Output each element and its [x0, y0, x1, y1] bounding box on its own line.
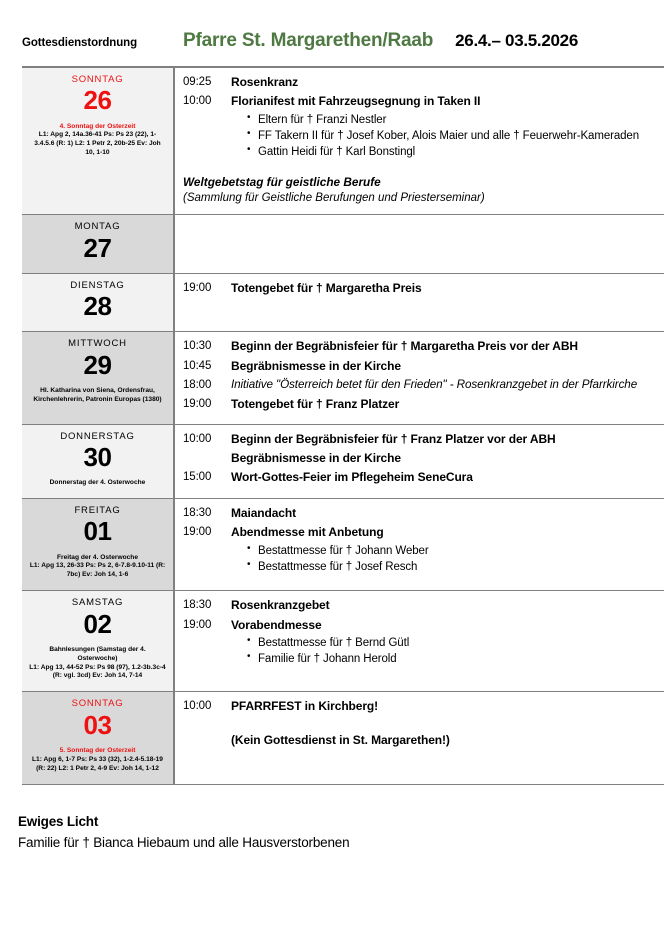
event-entry	[175, 338, 656, 355]
events-cell	[174, 591, 664, 692]
day-weekday-label: DIENSTAG	[70, 279, 125, 291]
day-number: 28	[83, 291, 112, 322]
eternal-light-title: Ewiges Licht	[18, 813, 99, 829]
event-entry	[175, 358, 656, 375]
day-feast-label: 5. Sonntag der Osterzeit	[59, 746, 136, 754]
day-number: 02	[83, 608, 112, 639]
day-weekday-label: MITTWOCH	[68, 338, 127, 350]
day-readings: L1: Apg 13, 26-33 Ps: Ps 2, 6-7.8-9.10-11 (R: 7bc) Ev: Joh 14, 1-6	[29, 562, 166, 579]
event-time: 18:30	[183, 507, 212, 520]
event-body	[231, 280, 656, 297]
event-time: 09:25	[183, 76, 212, 88]
eternal-light-text: Familie für † Bianca Hiebaum und alle Hausverstorbenen	[18, 835, 350, 851]
event-time: 19:00	[183, 618, 212, 631]
event-body	[231, 377, 656, 394]
mass-intention-item: • Familie für † Johann Herold	[247, 651, 656, 667]
service-schedule-body	[22, 67, 664, 784]
event-body	[231, 732, 656, 749]
event-body	[231, 450, 656, 467]
mass-intention-item: • Bestattmesse für † Johann Weber	[247, 543, 656, 559]
event-time: 18:00	[183, 379, 212, 392]
day-note-heading: Weltgebetstag für geistliche Berufe	[183, 174, 381, 189]
mass-intention-item: • Eltern für † Franzi Nestler	[247, 112, 656, 128]
event-time: 19:00	[183, 526, 212, 539]
day-note-subtext: (Sammlung für Geistliche Berufungen und Priesterseminar)	[183, 192, 485, 205]
event-body	[231, 617, 656, 668]
event-body	[231, 469, 656, 486]
event-body	[231, 74, 656, 91]
day-readings: L1: Apg 13, 44-52 Ps: Ps 98 (97), 1.2-3b.3c-4 (R: vgl. 3cd) Ev: Joh 14, 7-14	[29, 663, 166, 680]
event-time: 10:00	[183, 700, 212, 713]
day-row	[22, 273, 664, 332]
event-title: (Kein Gottesdienst in St. Margarethen!)	[231, 732, 450, 747]
event-entry	[175, 597, 656, 614]
event-time: 10:30	[183, 340, 212, 353]
events-cell	[174, 215, 664, 274]
mass-intention-item: • Gattin Heidi für † Karl Bonstingl	[247, 144, 656, 160]
day-row	[22, 424, 664, 498]
event-entry	[175, 74, 656, 91]
events-cell	[174, 499, 664, 591]
event-body	[231, 698, 656, 715]
header-left-label: Gottesdienstordnung	[22, 37, 138, 49]
day-cell	[22, 499, 174, 591]
event-time: 10:45	[183, 359, 212, 372]
event-time: 10:00	[183, 432, 212, 445]
day-feast-label: Bahnlesungen (Samstag der 4. Osterwoche)	[49, 645, 146, 662]
event-title: PFARRFEST in Kirchberg!	[231, 699, 379, 714]
event-entry	[175, 450, 656, 467]
events-cell	[174, 692, 664, 784]
event-body	[231, 396, 656, 413]
event-body	[231, 358, 656, 375]
day-row	[22, 692, 664, 784]
event-body	[231, 524, 656, 575]
mass-intention-list	[231, 635, 656, 668]
event-title: Abendmesse mit Anbetung	[231, 525, 384, 540]
event-entry	[175, 280, 656, 297]
footer-section	[18, 811, 664, 854]
day-row	[22, 591, 664, 692]
event-entry	[175, 732, 656, 749]
day-weekday-label: SAMSTAG	[71, 597, 124, 609]
event-title: Vorabendmesse	[231, 617, 322, 632]
event-time: 19:00	[183, 281, 212, 294]
event-time: 19:00	[183, 398, 212, 411]
day-cell	[22, 591, 174, 692]
event-title: Rosenkranz	[231, 75, 299, 89]
day-row	[22, 332, 664, 424]
mass-intention-item: • Bestattmesse für † Bernd Gütl	[247, 635, 656, 651]
day-cell	[22, 67, 174, 215]
event-title: Begräbnismesse in der Kirche	[231, 358, 401, 373]
day-feast-label: Hl. Katharina von Siena, Ordensfrau, Kirchenlehrerin, Patronin Europas (1380)	[33, 387, 162, 403]
event-title: Rosenkranzgebet	[231, 598, 330, 613]
event-entry	[175, 396, 656, 413]
mass-intention-item: • FF Takern II für † Josef Kober, Alois Maier und alle † Feuerwehr-Kameraden	[247, 128, 656, 144]
event-body	[231, 597, 656, 614]
day-number: 29	[83, 349, 112, 380]
events-cell	[174, 332, 664, 424]
event-body	[231, 505, 656, 522]
event-title: Florianifest mit Fahrzeugsegnung in Taken II	[231, 94, 481, 109]
day-cell	[22, 424, 174, 498]
event-body	[231, 338, 656, 355]
day-weekday-label: SONNTAG	[71, 74, 124, 85]
day-readings: L1: Apg 2, 14a.36-41 Ps: Ps 23 (22), 1-3.4.5.6 (R: 1) L2: 1 Petr 2, 20b-25 Ev: Joh 10, 1-10	[34, 131, 161, 157]
event-entry	[175, 377, 656, 394]
day-note-block	[175, 174, 656, 207]
event-entry	[175, 93, 656, 160]
event-title: Totengebet für † Franz Platzer	[231, 397, 400, 412]
event-entry	[175, 617, 656, 668]
day-number: 26	[83, 85, 112, 116]
event-title: Wort-Gottes-Feier im Pflegeheim SeneCura	[231, 470, 473, 485]
day-weekday-label: FREITAG	[74, 505, 121, 517]
day-readings: L1: Apg 6, 1-7 Ps: Ps 33 (32), 1-2.4-5.18-19 (R: 22) L2: 1 Petr 2, 4-9 Ev: Joh 14, 1-12	[32, 755, 163, 772]
event-entry	[175, 524, 656, 575]
day-number: 01	[83, 516, 112, 547]
day-cell	[22, 332, 174, 424]
day-number: 30	[83, 442, 112, 473]
event-body	[231, 431, 656, 448]
day-cell	[22, 692, 174, 784]
day-cell	[22, 215, 174, 274]
events-cell	[174, 424, 664, 498]
day-row	[22, 67, 664, 215]
event-title: Totengebet für † Margaretha Preis	[231, 280, 422, 295]
event-entry	[175, 698, 656, 715]
event-title: Beginn der Begräbnisfeier für † Margaretha Preis vor der ABH	[231, 339, 578, 354]
mass-intention-list	[231, 112, 656, 161]
event-title: Maiandacht	[231, 506, 297, 521]
event-body	[231, 93, 656, 160]
day-feast-label: 4. Sonntag der Osterzeit	[59, 122, 136, 130]
day-row	[22, 215, 664, 274]
events-cell	[174, 67, 664, 215]
event-title: Initiative "Österreich betet für den Frieden" - Rosenkranzgebet in der Pfarrkirche	[231, 378, 638, 392]
event-time: 18:30	[183, 599, 212, 612]
day-number: 03	[83, 709, 112, 740]
mass-intention-list	[231, 543, 656, 576]
day-weekday-label: DONNERSTAG	[60, 430, 135, 442]
day-row	[22, 499, 664, 591]
event-entry	[175, 431, 656, 448]
service-schedule-table	[22, 66, 664, 785]
event-time: 15:00	[183, 471, 212, 484]
event-spacer	[175, 718, 656, 732]
day-feast-label: Freitag der 4. Osterwoche	[57, 553, 138, 561]
event-title: Begräbnismesse in der Kirche	[231, 451, 401, 465]
day-cell	[22, 273, 174, 332]
page-title: Pfarre St. Margarethen/Raab	[183, 30, 434, 51]
event-entry	[175, 505, 656, 522]
events-cell	[174, 273, 664, 332]
mass-intention-item: • Bestattmesse für † Josef Resch	[247, 559, 656, 575]
day-feast-label: Donnerstag der 4. Osterwoche	[49, 479, 146, 487]
event-time: 10:00	[183, 95, 212, 108]
event-title: Beginn der Begräbnisfeier für † Franz Platzer vor der ABH	[231, 431, 556, 446]
page-header	[0, 0, 664, 58]
day-weekday-label: SONNTAG	[71, 698, 124, 710]
day-number: 27	[83, 232, 112, 263]
date-range: 26.4.– 03.5.2026	[455, 31, 578, 50]
event-entry	[175, 469, 656, 486]
day-weekday-label: MONTAG	[74, 221, 121, 233]
